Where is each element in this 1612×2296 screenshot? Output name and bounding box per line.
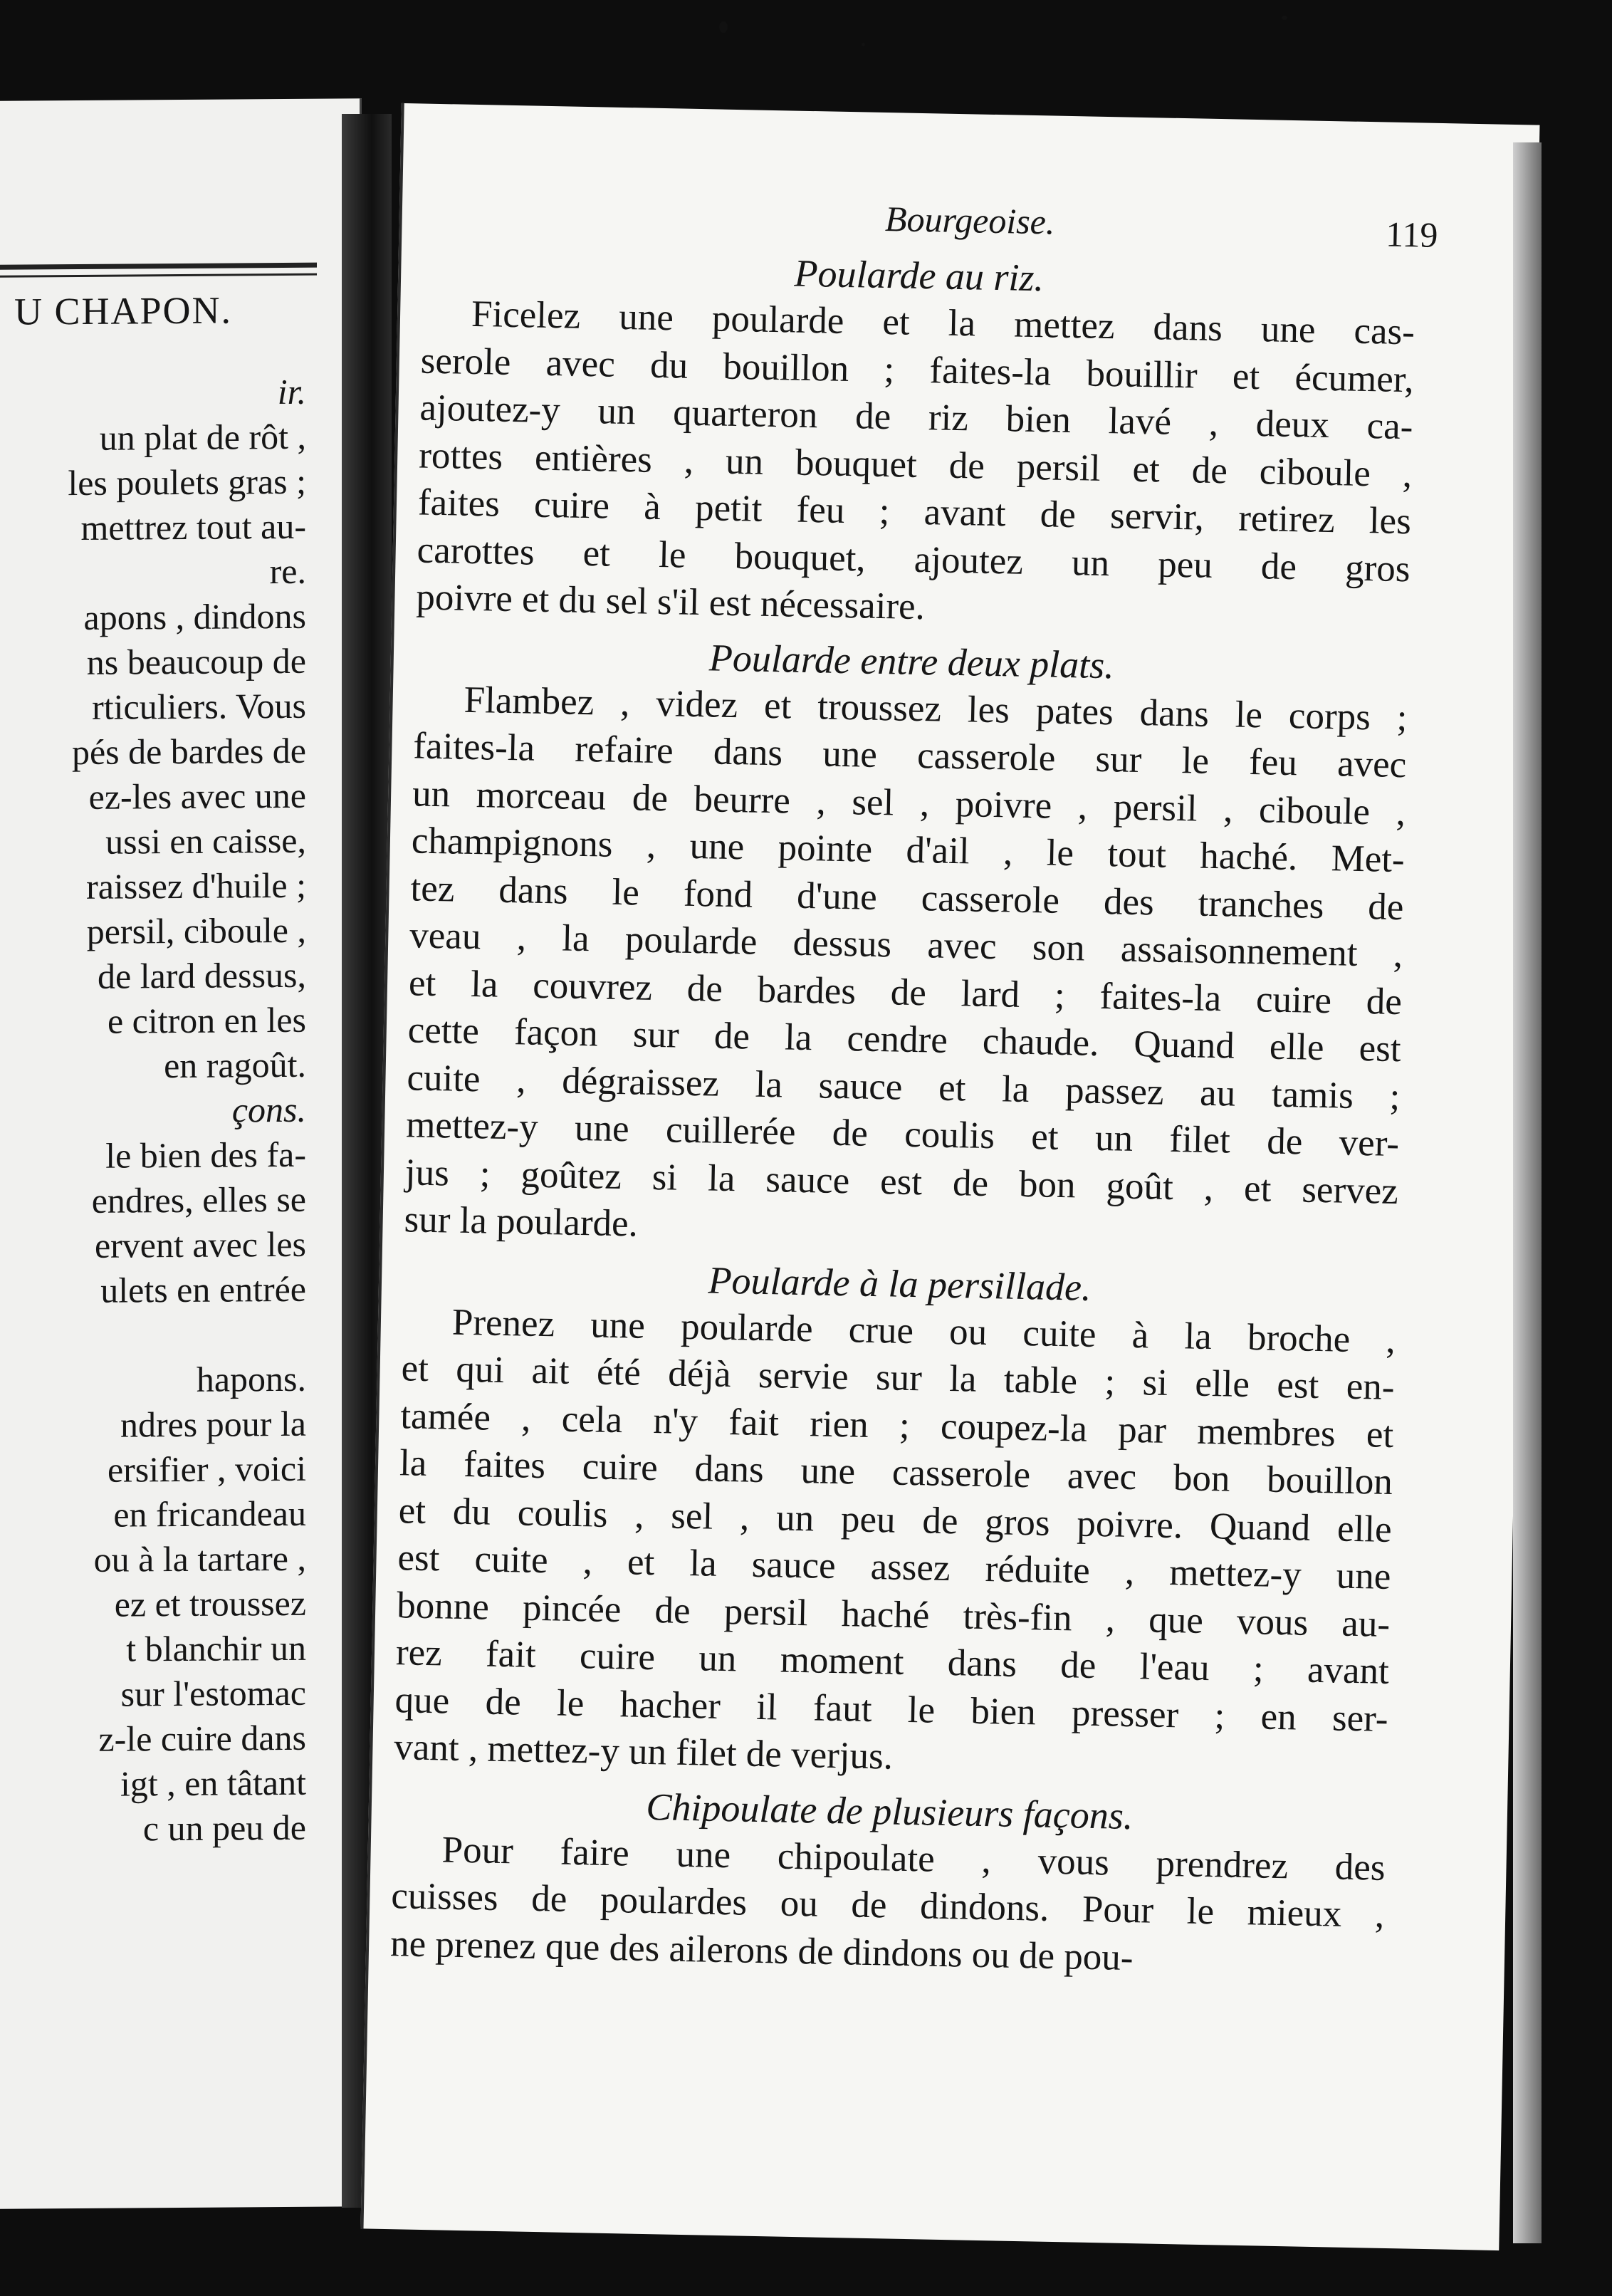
text-line: et qui ait été déjà servie sur la table ; si elle est en- bbox=[401, 1347, 1395, 1409]
recipe-heading: Poularde à la persillade. bbox=[708, 1258, 1092, 1309]
text-line: tamée , cela n'y fait rien ; coupez-la par membres et bbox=[399, 1394, 1394, 1456]
text-line: ajoutez-y un quarteron de riz bien lavé , deux ca- bbox=[419, 387, 1413, 448]
running-head: Bourgeoise. bbox=[884, 199, 1055, 242]
double-rule-thin bbox=[0, 273, 317, 278]
text-line: rottes entières , un bouquet de persil et de ciboule , bbox=[418, 434, 1413, 495]
left-text-line: le bien des fa- bbox=[105, 1134, 306, 1176]
recipe-heading: Chipoulate de plusieurs façons. bbox=[645, 1785, 1134, 1837]
left-text-line: en fricandeau bbox=[113, 1493, 306, 1535]
scan-speck bbox=[862, 43, 865, 46]
left-text-line: mettrez tout au- bbox=[80, 506, 306, 548]
text-line: vant , mettez-y un filet de verjus. bbox=[393, 1726, 894, 1778]
text-line: ne prenez que des ailerons de dindons ou de pou- bbox=[389, 1922, 1134, 1978]
left-text-line: pés de bardes de bbox=[71, 730, 306, 773]
text-line: la faites cuire dans une casserole avec bon bouillon bbox=[399, 1442, 1393, 1503]
text-line: bonne pincée de persil haché très-fin , que vous au- bbox=[396, 1584, 1391, 1645]
left-text-line: apons , dindons bbox=[83, 595, 306, 637]
text-line: cuite , dégraissez la sauce et la passez au tamis ; bbox=[406, 1056, 1401, 1117]
text-line: tez dans le fond d'une casserole des tranches de bbox=[410, 867, 1404, 928]
left-text-line: ulets en entrée bbox=[100, 1268, 306, 1310]
text-line: sur la poularde. bbox=[404, 1199, 639, 1245]
scan-speck bbox=[1282, 16, 1287, 20]
left-text-line: de lard dessus, bbox=[98, 954, 306, 996]
double-rule-thick bbox=[0, 263, 317, 270]
left-text-line: c un peu de bbox=[142, 1807, 306, 1849]
text-line: cette façon sur de la cendre chaude. Quand elle est bbox=[407, 1009, 1402, 1070]
left-text-line: hapons. bbox=[196, 1358, 306, 1399]
left-page-text bbox=[0, 370, 306, 1852]
left-text-line: rticuliers. Vous bbox=[92, 685, 306, 727]
text-line: veau , la poularde dessus avec son assaisonnement , bbox=[409, 914, 1403, 976]
left-text-line: un plat de rôt , bbox=[99, 416, 306, 458]
left-text-line: ez-les avec une bbox=[88, 775, 306, 817]
left-text-line: raissez d'huile ; bbox=[86, 865, 306, 907]
left-text-line: ervent avec les bbox=[94, 1223, 306, 1266]
page-number: 119 bbox=[1385, 214, 1439, 255]
right-page bbox=[360, 103, 1539, 2250]
left-page bbox=[0, 98, 362, 2209]
text-line: carottes et le bouquet, ajoutez un peu de gros bbox=[417, 528, 1411, 590]
left-text-line: persil, ciboule , bbox=[86, 909, 306, 951]
text-line: est cuite , et la sauce assez réduite , mettez-y une bbox=[397, 1537, 1391, 1597]
recipe-heading: Poularde entre deux plats. bbox=[708, 635, 1115, 687]
text-line: champignons , une pointe d'ail , le tout haché. Met- bbox=[411, 820, 1406, 881]
left-text-line: sur l'estomac bbox=[120, 1672, 306, 1714]
left-text-line: çons. bbox=[231, 1089, 306, 1130]
left-text-line: ndres pour la bbox=[120, 1403, 306, 1445]
scan-speck bbox=[719, 21, 728, 33]
text-line: jus ; goûtez si la sauce est de bon goût , et servez bbox=[404, 1151, 1399, 1212]
left-text-line: endres, elles se bbox=[91, 1179, 306, 1221]
text-line: que de le hacher il faut le bien presser ; en ser- bbox=[394, 1679, 1389, 1740]
left-text-line: ussi en caisse, bbox=[105, 820, 306, 862]
left-text-line: en ragoût. bbox=[164, 1044, 306, 1086]
text-line: Pour faire une chipoulate , vous prendrez des bbox=[441, 1828, 1386, 1889]
left-text-line: les poulets gras ; bbox=[68, 461, 306, 503]
text-line: faites-la refaire dans une casserole sur le feu avec bbox=[412, 725, 1407, 786]
left-text-line: igt , en tâtant bbox=[120, 1762, 306, 1804]
left-text-line: t blanchir un bbox=[126, 1627, 306, 1669]
text-line: faites cuire à petit feu ; avant de servir, retirez les bbox=[417, 481, 1412, 543]
left-text-line: ou à la tartare , bbox=[93, 1538, 306, 1580]
text-line: cuisses de poulardes ou de dindons. Pour le mieux , bbox=[390, 1875, 1385, 1936]
text-line: Flambez , videz et troussez les pates dans le corps ; bbox=[464, 679, 1408, 739]
left-page-title: U CHAPON. bbox=[14, 288, 233, 333]
page-edge bbox=[1513, 142, 1542, 2243]
text-line: et la couvrez de bardes de lard ; faites-la cuire de bbox=[408, 961, 1403, 1023]
text-line: rez fait cuire un moment dans de l'eau ; avant bbox=[395, 1632, 1390, 1692]
text-line: Prenez une poularde crue ou cuite à la broche , bbox=[451, 1301, 1396, 1361]
text-line: un morceau de beurre , sel , poivre , persil , ciboule , bbox=[412, 772, 1406, 833]
left-text-line: ez et troussez bbox=[114, 1582, 306, 1624]
left-text-line: re. bbox=[269, 550, 306, 592]
left-text-line: e citron en les bbox=[107, 999, 306, 1041]
text-line: serole avec du bouillon ; faites-la bouillir et écumer, bbox=[420, 340, 1415, 400]
text-line: Ficelez une poularde et la mettez dans une cas- bbox=[471, 293, 1415, 353]
page-body bbox=[390, 243, 1416, 1986]
left-text-line: ns beaucoup de bbox=[86, 640, 306, 682]
text-line: mettez-y une cuillerée de coulis et un filet de ver- bbox=[405, 1104, 1400, 1165]
text-line: et du coulis , sel , un peu de gros poivre. Quand elle bbox=[398, 1489, 1393, 1550]
recipe-heading: Poularde au riz. bbox=[793, 251, 1045, 300]
text-line: poivre et du sel s'il est nécessaire. bbox=[415, 576, 926, 628]
left-text-line: ir. bbox=[277, 371, 306, 412]
left-text-line bbox=[0, 1312, 306, 1359]
left-text-line: z-le cuire dans bbox=[98, 1717, 306, 1759]
left-text-line: ersifier , voici bbox=[107, 1448, 306, 1490]
